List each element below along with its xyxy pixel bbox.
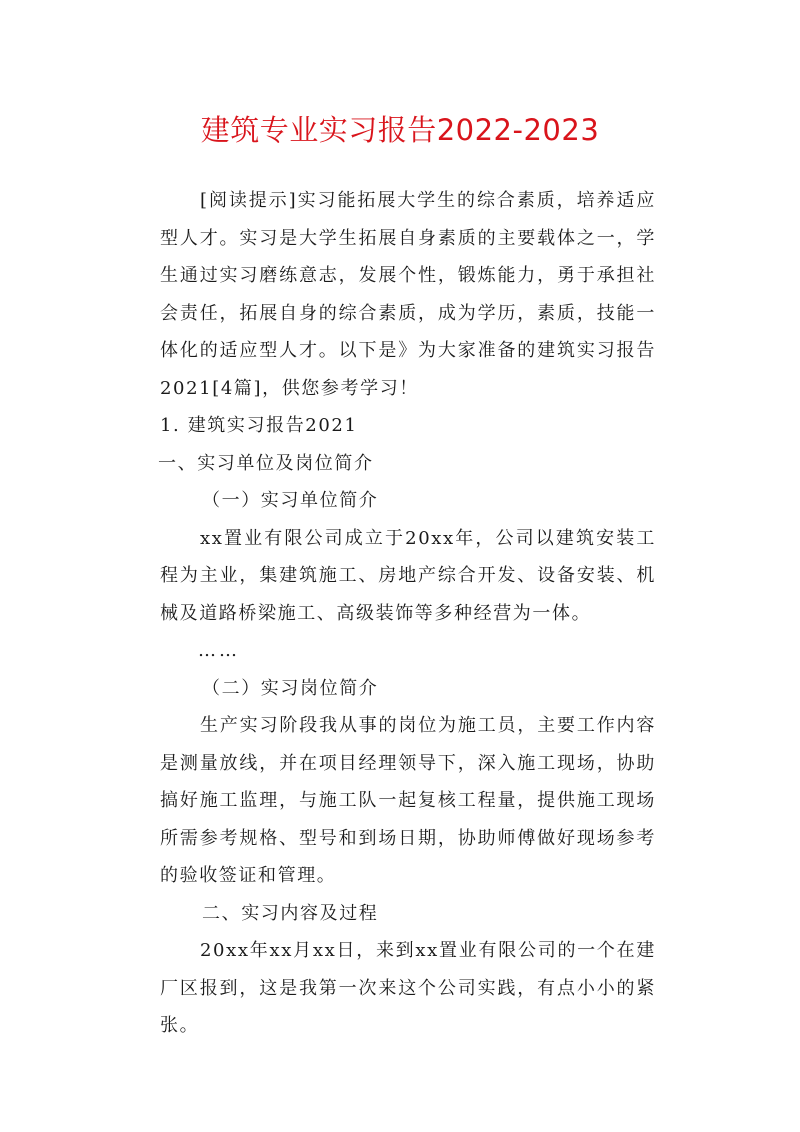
section2-heading: 二、实习内容及过程 — [202, 902, 379, 924]
sub1-heading: （一）实习单位简介 — [202, 490, 379, 511]
section2-paragraph: 20xx年xx月xx日，来到xx置业有限公司的一个在建厂区报到，这是我第一次来这个公司实践，有点小小的紧张。 — [160, 940, 656, 1036]
ellipsis-text: …… — [198, 640, 240, 661]
sub1-paragraph: xx置业有限公司成立于20xx年，公司以建筑安装工程为主业，集建筑施工、房地产综合开发、设备安装、机械及道路桥梁施工、高级装饰等多种经营为一体。 — [160, 527, 656, 624]
sub2-heading: （二）实习岗位简介 — [202, 677, 379, 699]
document-title: 建筑专业实习报告2022-2023 — [200, 113, 600, 147]
document-body — [160, 182, 656, 1045]
item-heading: 1. 建筑实习报告2021 — [160, 415, 358, 436]
intro-paragraph: [阅读提示]实习能拓展大学生的综合素质，培养适应型人才。实习是大学生拓展自身素质的主要载体之一，学生通过实习磨练意志，发展个性，锻炼能力，勇于承担社会责任，拓展自身的综合素质，成为学历，素质，技能一体化的适应型人才。以下是》为大家准备的建筑实习报告2021[4篇]，供您参考学习！ — [160, 190, 656, 399]
sub2-paragraph: 生产实习阶段我从事的岗位为施工员，主要工作内容是测量放线，并在项目经理领导下，深入施工现场，协助搞好施工监理，与施工队一起复核工程量，提供施工现场所需参考规格、型号和到场日期，协助师傅做好现场参考的验收签证和管理。 — [160, 715, 656, 886]
section1-heading: 一、实习单位及岗位简介 — [158, 452, 374, 474]
